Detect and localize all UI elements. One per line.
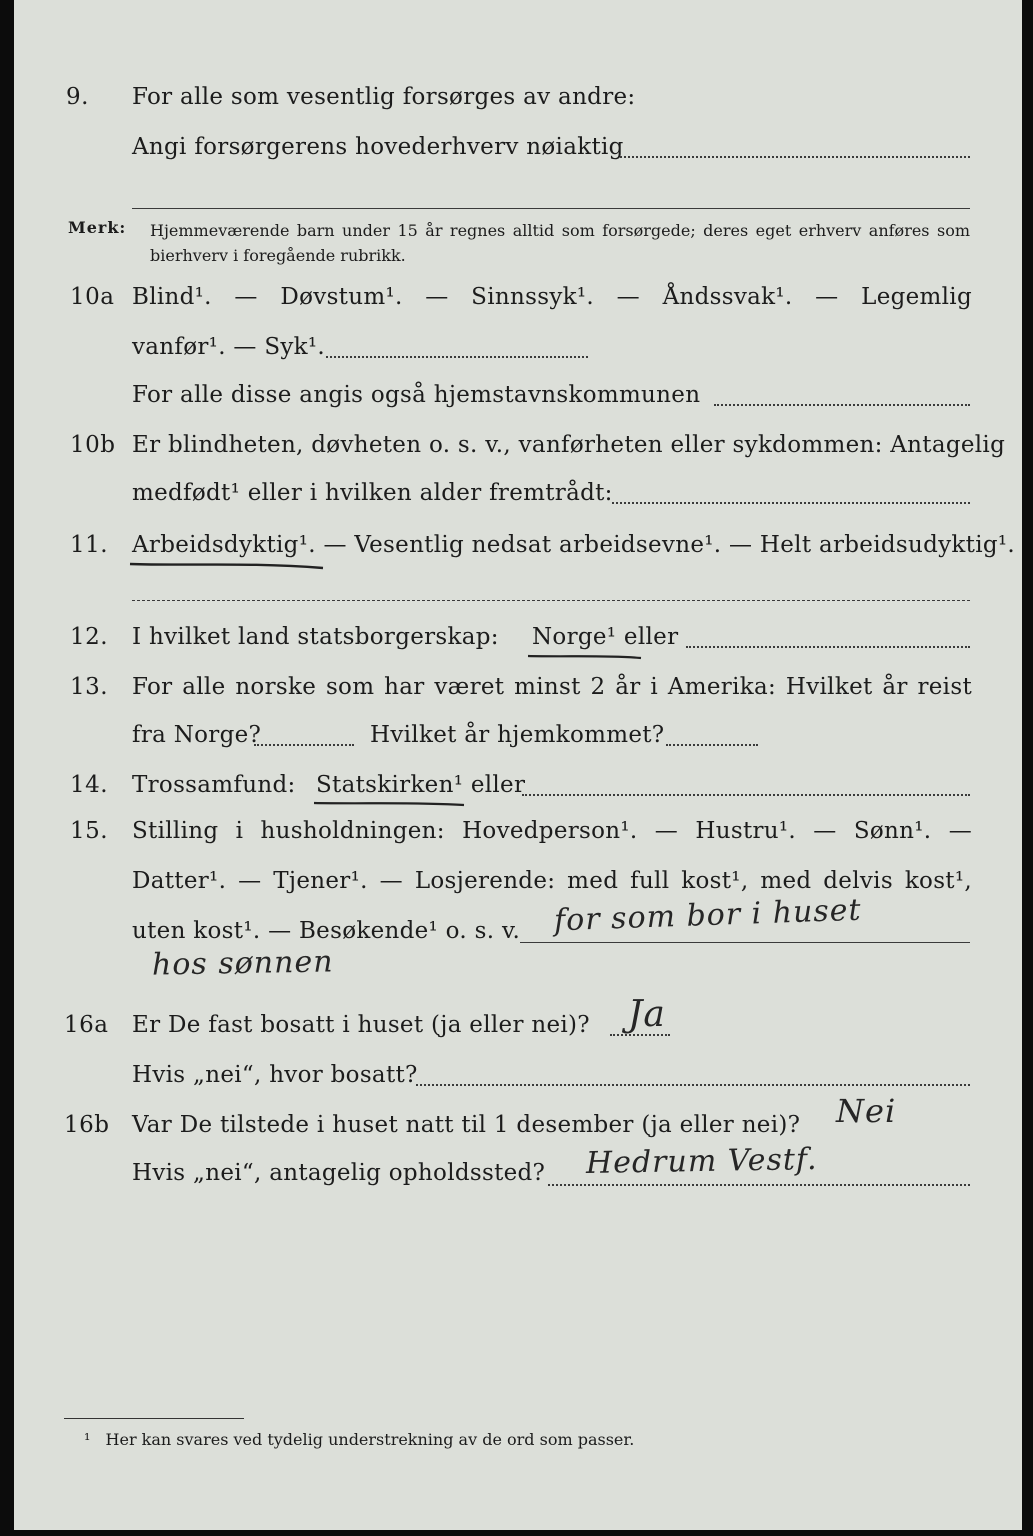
question-text: Var De tilstede i huset natt til 1 desember (ja eller nei)? (132, 1112, 801, 1138)
question-number: 12. (70, 624, 109, 650)
question-text: Angi forsørgerens hovederhverv nøiaktig (132, 134, 624, 160)
question-9-line2 (14, 134, 1022, 178)
question-text: Er blindheten, døvheten o. s. v., vanførheten eller sykdommen: Antagelig (132, 432, 1006, 458)
question-text: For alle disse angis også hjemstavnskommunen (132, 382, 701, 408)
question-10a (14, 284, 1022, 328)
underline-mark (526, 648, 646, 664)
question-option: Norge¹ eller (532, 624, 679, 650)
question-number: 14. (70, 772, 109, 798)
answer-line[interactable] (714, 404, 970, 406)
question-text: Hvis „nei“, antagelig opholdssted? (132, 1160, 546, 1186)
note-text: Hjemmeværende barn under 15 år regnes alltid som forsørgede; deres eget erhverv anføres som bierhverv i foregående rubrikk. (150, 221, 970, 265)
footnote-rule (64, 1418, 244, 1419)
question-16b-line2 (14, 1160, 1022, 1204)
question-text: I hvilket land statsborgerskap: (132, 624, 499, 650)
question-text: Blind¹. — Døvstum¹. — Sinnssyk¹. — Åndssvak¹. — Legemlig (132, 284, 972, 310)
question-number: 10b (70, 432, 116, 458)
answer-line[interactable] (612, 502, 970, 504)
question-number: 15. (70, 818, 109, 844)
question-text: Hvis „nei“, hvor bosatt? (132, 1062, 418, 1088)
answer-line[interactable] (132, 208, 970, 209)
question-text: fra Norge? (132, 722, 262, 748)
note-label: Merk: (68, 218, 127, 237)
question-text: Arbeidsdyktig¹. — Vesentlig nedsat arbeidsevne¹. — Helt arbeidsudyktig¹. (132, 532, 1016, 558)
question-10a-line3 (14, 382, 1022, 426)
census-form-page (14, 0, 1022, 1530)
question-number: 16a (64, 1012, 109, 1038)
question-text: medfødt¹ eller i hvilken alder fremtrådt: (132, 480, 613, 506)
handwritten-answer: Nei (836, 1092, 897, 1130)
answer-line[interactable] (416, 1084, 970, 1086)
question-text: Hvilket år hjemkommet? (370, 722, 665, 748)
question-text: Trossamfund: (132, 772, 296, 798)
question-text: Stilling i husholdningen: Hovedperson¹. — Hustru¹. — Sønn¹. — (132, 818, 972, 844)
underline-mark (128, 556, 328, 576)
question-10b (14, 432, 1022, 476)
question-text: uten kost¹. — Besøkende¹ o. s. v. (132, 918, 521, 944)
answer-line[interactable] (254, 744, 354, 746)
question-number: 11. (70, 532, 109, 558)
question-option: Statskirken¹ eller (316, 772, 526, 798)
answer-line[interactable] (548, 1184, 970, 1186)
answer-line[interactable] (522, 794, 970, 796)
question-9 (14, 84, 1022, 128)
handwritten-answer: for som bor i huset (553, 892, 863, 939)
question-10b-line2 (14, 480, 1022, 524)
question-13-line2 (14, 722, 1022, 766)
question-text: For alle som vesentlig forsørges av andre: (132, 84, 636, 110)
question-text: Er De fast bosatt i huset (ja eller nei)? (132, 1012, 590, 1038)
question-text: Datter¹. — Tjener¹. — Losjerende: med full kost¹, med delvis kost¹, (132, 868, 972, 894)
handwritten-answer: Ja (628, 994, 666, 1035)
handwritten-answer: Hedrum Vestf. (585, 1141, 818, 1182)
question-number: 13. (70, 674, 109, 700)
question-number: 16b (64, 1112, 110, 1138)
question-14 (14, 772, 1022, 816)
question-text: For alle norske som har været minst 2 år i Amerika: Hvilket år reist (132, 674, 972, 700)
answer-line[interactable] (132, 600, 970, 601)
underline-mark (312, 796, 472, 812)
question-13 (14, 674, 1022, 718)
footnote-mark: ¹ (84, 1430, 91, 1449)
question-number: 10a (70, 284, 115, 310)
question-15-line2 (14, 868, 1022, 912)
question-number: 9. (66, 84, 89, 110)
handwritten-answer: hos sønnen (151, 944, 334, 983)
answer-line[interactable] (520, 942, 970, 943)
answer-line[interactable] (686, 646, 970, 648)
question-10a-line2 (14, 334, 1022, 378)
footnote-text: Her kan svares ved tydelig understrekning av de ord som passer. (105, 1430, 635, 1449)
question-12 (14, 624, 1022, 668)
question-16a (14, 1012, 1022, 1056)
question-15 (14, 818, 1022, 862)
answer-line[interactable] (666, 744, 758, 746)
answer-line[interactable] (620, 156, 970, 158)
footnote (84, 1430, 634, 1449)
answer-line[interactable] (326, 356, 588, 358)
question-text: vanfør¹. — Syk¹. (132, 334, 326, 360)
